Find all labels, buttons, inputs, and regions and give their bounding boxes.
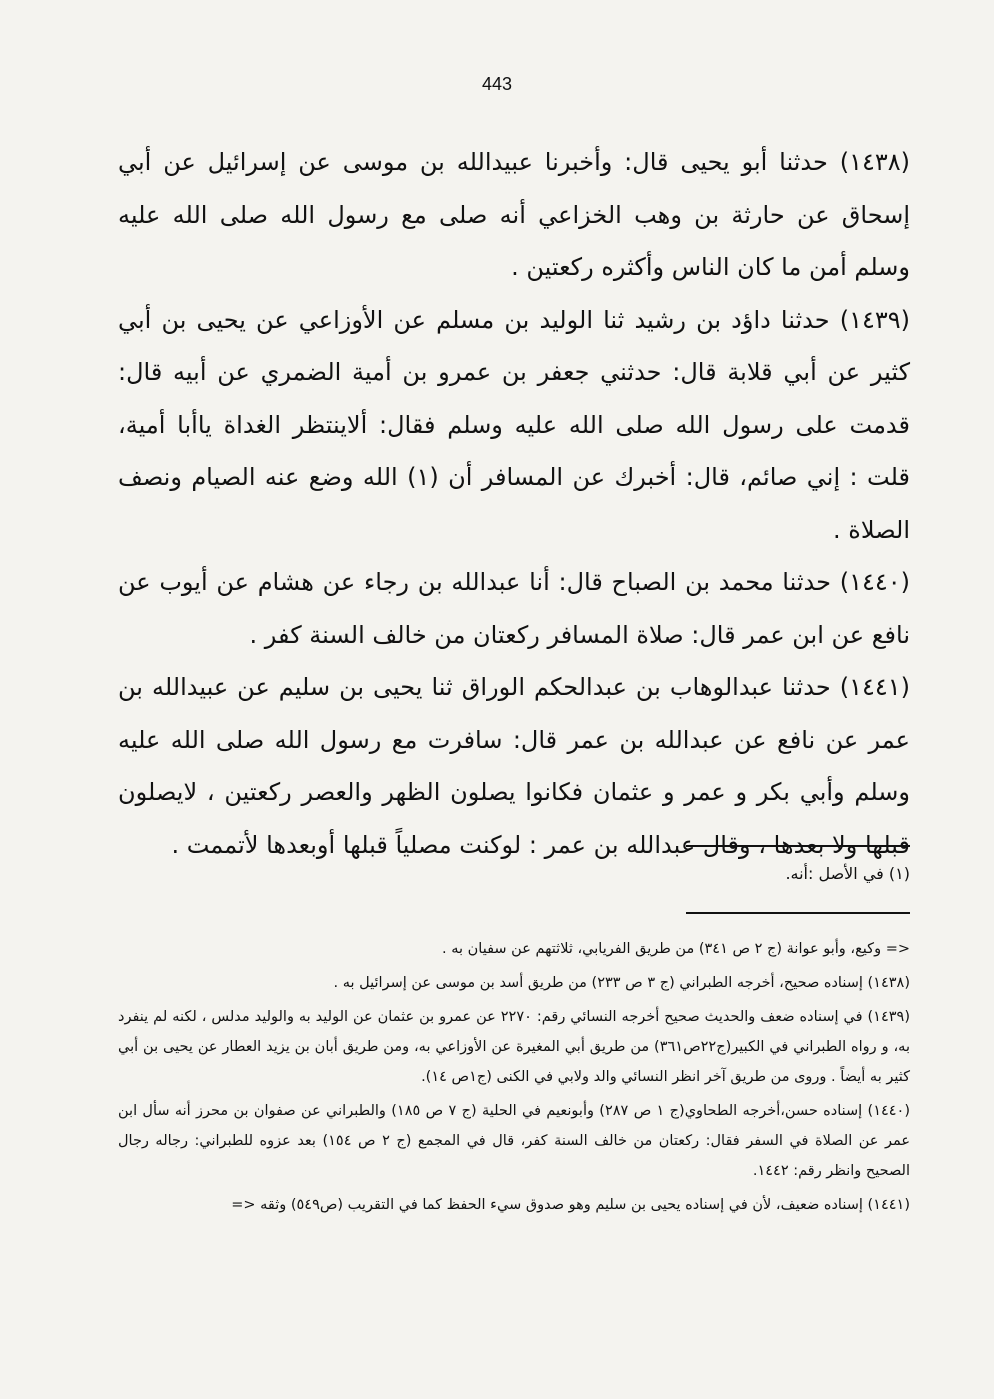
hadith-paragraph-1440: (١٤٤٠) حدثنا محمد بن الصباح قال: أنا عبدالله بن رجاء عن هشام عن أيوب عن نافع عن ابن عمر قال: صلاة المسافر ركعتان من خالف السنة كفر .	[118, 568, 910, 649]
hadith-paragraph-1441: (١٤٤١) حدثنا عبدالوهاب بن عبدالحكم الوراق ثنا يحيى بن سليم عن عبيدالله بن عمر عن نافع عن عبدالله بن عمر قال: سافرت مع رسول الله صلى الله عليه وسلم وأبي بكر و عمر و عثمان فكانوا يصلون الظهر والعصر ركعتين ، لايصلون قبلها ولا بعدها ، وقال عبدالله بن عمر : لوكنت مصلياً قبلها أوبعدها لأتممت .	[118, 673, 910, 859]
note-1441: (١٤٤١) إسناده ضعيف، لأن في إسناده يحيى بن سليم وهو صدوق سيء الحفظ كما في التقريب (ص٥٤٩) وثقه <=	[231, 1197, 910, 1213]
note-1440: (١٤٤٠) إسناده حسن،أخرجه الطحاوي(ج ١ ص ٢٨٧) وأبونعيم في الحلية (ج ٧ ص ١٨٥) والطبراني عن صفوان بن محرز أنه سأل ابن عمر عن الصلاة في السفر فقال: ركعتان من خالف السنة كفر، قال في المجمع (ج ٢ ص ١٥٤) بعد عزوه للطبراني: رجاله رجال الصحيح وانظر رقم: ١٤٤٢.	[118, 1103, 911, 1179]
page-number: 443	[481, 74, 513, 94]
footnote: (١) في الأصل :أنه.	[785, 864, 910, 883]
footnote-divider	[686, 845, 910, 847]
note-1438: (١٤٣٨) إسناده صحيح، أخرجه الطبراني (ج ٣ ص ٢٣٣) من طريق أسد بن موسى عن إسرائيل به .	[333, 975, 910, 991]
notes-divider	[686, 912, 910, 914]
main-text	[118, 136, 910, 871]
note-1439: (١٤٣٩) في إسناده ضعف والحديث صحيح أخرجه النسائي رقم: ٢٢٧٠ عن عمرو بن عثمان عن الوليد به والوليد مدلس ، لكنه لم ينفرد به، و رواه الطبراني في الكبير(ج٢٢ص٣٦١) من طريق أبي المغيرة عن الأوزاعي به، ومن طريق أبان بن يزيد العطار عن يحيى بن أبي كثير به أيضاً . وروى من طريق آخر انظر النسائي والد ولابي في الكنى (ج١ص ١٤).	[118, 1009, 910, 1085]
note-continuation: <= وكيع، وأبو عوانة (ج ٢ ص ٣٤١) من طريق الفريابي، ثلاثتهم عن سفيان به .	[441, 941, 910, 957]
hadith-paragraph-1439: (١٤٣٩) حدثنا داؤد بن رشيد ثنا الوليد بن مسلم عن الأوزاعي عن يحيى بن أبي كثير عن أبي قلابة قال: حدثني جعفر بن عمرو بن أمية الضمري عن أبيه قال: قدمت على رسول الله صلى الله عليه وسلم فقال: ألاينتظر الغداة ياأبا أمية، قلت : إني صائم، قال: أخبرك عن المسافر أن (١) الله وضع عنه الصيام ونصف الصلاة .	[118, 305, 910, 544]
hadith-paragraph-1438: (١٤٣٨) حدثنا أبو يحيى قال: وأخبرنا عبيدالله بن موسى عن إسرائيل عن أبي إسحاق عن حارثة بن وهب الخزاعي أنه صلى مع رسول الله صلى الله عليه وسلم أمن ما كان الناس وأكثره ركعتين .	[118, 148, 910, 281]
commentary-notes	[118, 934, 910, 1224]
